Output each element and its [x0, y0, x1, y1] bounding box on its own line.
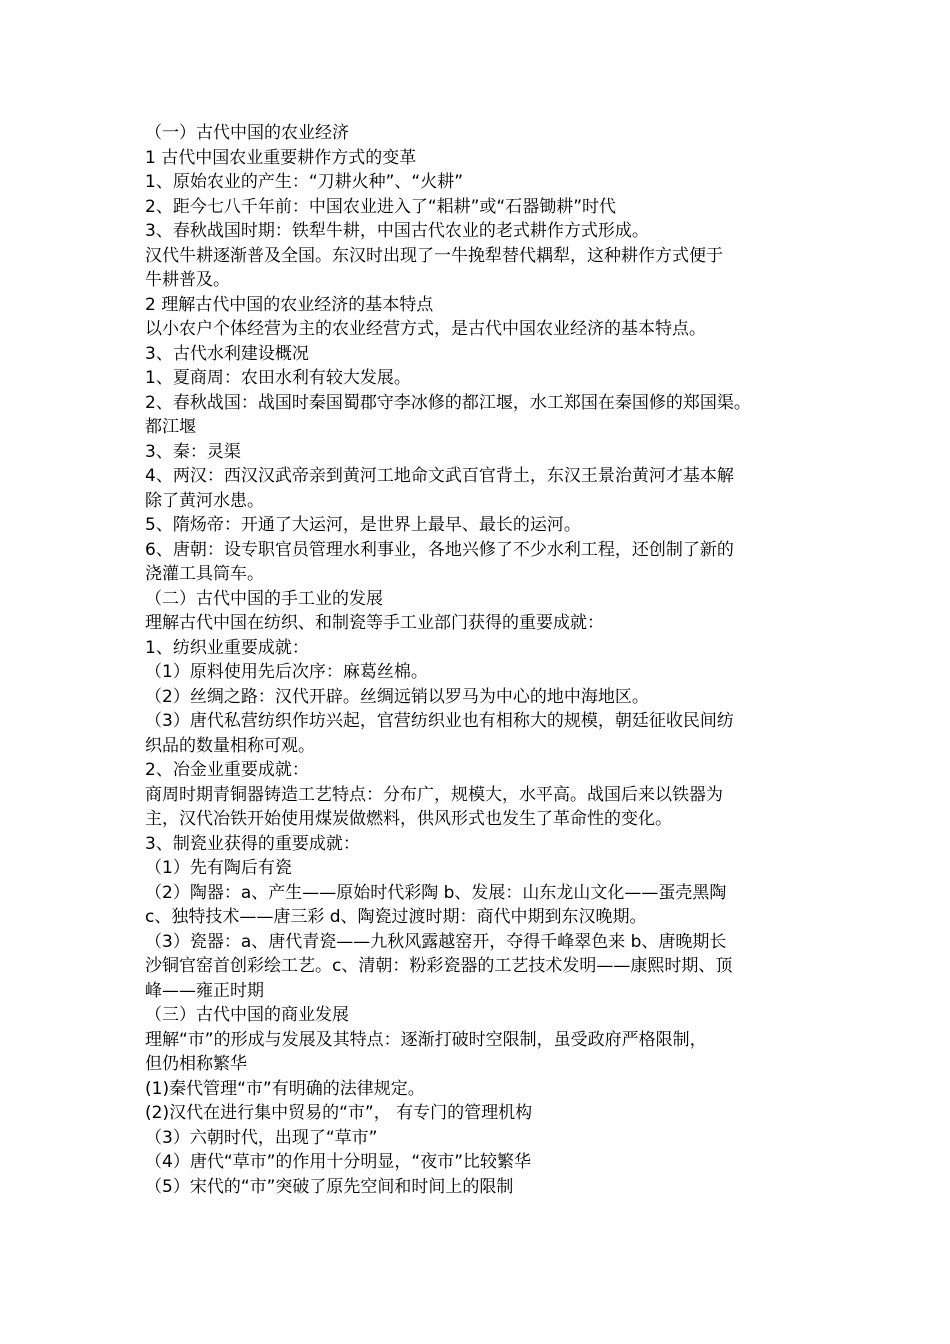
text-line: 2、春秋战国：战国时秦国蜀郡守李冰修的都江堰，水工郑国在秦国修的郑国渠。: [145, 392, 751, 413]
text-line: 1、夏商周：农田水利有较大发展。: [145, 368, 411, 388]
text-line: （3）唐代私营纺织作坊兴起，官营纺织业也有相称大的规模，朝廷征收民间纺: [145, 711, 734, 731]
text-line: 汉代牛耕逐渐普及全国。东汉时出现了一牛挽犁替代耦犁，这种耕作方式便于: [145, 245, 723, 266]
text-line: 3、春秋战国时期：铁犁牛耕，中国古代农业的老式耕作方式形成。: [145, 221, 649, 241]
text-line: 但仍相称繁华: [145, 1054, 247, 1074]
text-line: (1)秦代管理“市”有明确的法律规定。: [145, 1078, 425, 1099]
subheading-agriculture-features: 2 理解古代中国的农业经济的基本特点: [145, 294, 434, 315]
text-line: 除了黄河水患。: [145, 490, 264, 511]
text-line: （1）先有陶后有瓷: [145, 858, 292, 878]
subheading-water-conservancy: 3、古代水利建设概况: [145, 343, 309, 364]
subheading-farming-methods: 1 古代中国农业重要耕作方式的变革: [145, 147, 417, 168]
text-line: （3）瓷器：a、唐代青瓷——九秋风露越窑开，夺得千峰翠色来 b、唐晚期长: [145, 931, 727, 952]
text-line: 3、秦：灵渠: [145, 441, 241, 462]
text-line: 6、唐朝：设专职官员管理水利事业，各地兴修了不少水利工程，还创制了新的: [145, 539, 734, 560]
text-line: 以小农户个体经营为主的农业经营方式，是古代中国农业经济的基本特点。: [145, 319, 706, 339]
text-line: （4）唐代“草市”的作用十分明显，“夜市”比较繁华: [145, 1152, 532, 1172]
text-line: 浇灌工具筒车。: [145, 564, 264, 584]
text-line: 商周时期青铜器铸造工艺特点：分布广，规模大，水平高。战国后来以铁器为: [145, 784, 723, 805]
text-line: （2）陶器：a、产生——原始时代彩陶 b、发展：山东龙山文化——蛋壳黑陶: [145, 882, 727, 903]
text-line: 理解古代中国在纺织、和制瓷等手工业部门获得的重要成就：: [145, 613, 604, 633]
text-line: 5、隋炀帝：开通了大运河，是世界上最早、最长的运河。: [145, 515, 581, 535]
text-line: 峰——雍正时期: [145, 980, 264, 1001]
subheading-metallurgy: 2、冶金业重要成就：: [145, 760, 309, 780]
section-heading-commerce: （三）古代中国的商业发展: [145, 1005, 349, 1025]
text-line: 理解“市”的形成与发展及其特点：逐渐打破时空限制，虽受政府严格限制，: [145, 1029, 707, 1050]
subheading-textile: 1、纺织业重要成就：: [145, 637, 309, 658]
text-line: 4、两汉：西汉汉武帝亲到黄河工地命文武百官背土，东汉王景治黄河才基本解: [145, 466, 734, 486]
section-heading-agriculture: （一）古代中国的农业经济: [145, 123, 349, 143]
text-line: (2)汉代在进行集中贸易的“市”， 有专门的管理机构: [145, 1103, 533, 1123]
text-line: （2）丝绸之路：汉代开辟。丝绸远销以罗马为中心的地中海地区。: [145, 686, 649, 707]
text-line: 牛耕普及。: [145, 270, 230, 290]
text-line: 主，汉代冶铁开始使用煤炭做燃料，供风形式也发生了革命性的变化。: [145, 809, 672, 829]
document-body: [145, 121, 845, 1199]
text-line: 沙铜官窑首创彩绘工艺。c、清朝：粉彩瓷器的工艺技术发明——康熙时期、顶: [145, 956, 733, 976]
text-line: 都江堰: [145, 417, 196, 437]
text-line: 1、原始农业的产生：“刀耕火种”、“火耕”: [145, 172, 464, 192]
text-line: （3）六朝时代，出现了“草市”: [145, 1127, 378, 1148]
section-heading-handicraft: （二）古代中国的手工业的发展: [145, 588, 383, 609]
text-line: c、独特技术——唐三彩 d、陶瓷过渡时期：商代中期到东汉晚期。: [145, 907, 647, 927]
text-line: （5）宋代的“市”突破了原先空间和时间上的限制: [145, 1176, 514, 1197]
text-line: 2、距今七八千年前：中国农业进入了“耜耕”或“石器锄耕”时代: [145, 196, 617, 217]
text-line: 织品的数量相称可观。: [145, 735, 315, 756]
subheading-porcelain: 3、制瓷业获得的重要成就：: [145, 833, 360, 854]
text-line: （1）原料使用先后次序：麻葛丝棉。: [145, 662, 428, 682]
